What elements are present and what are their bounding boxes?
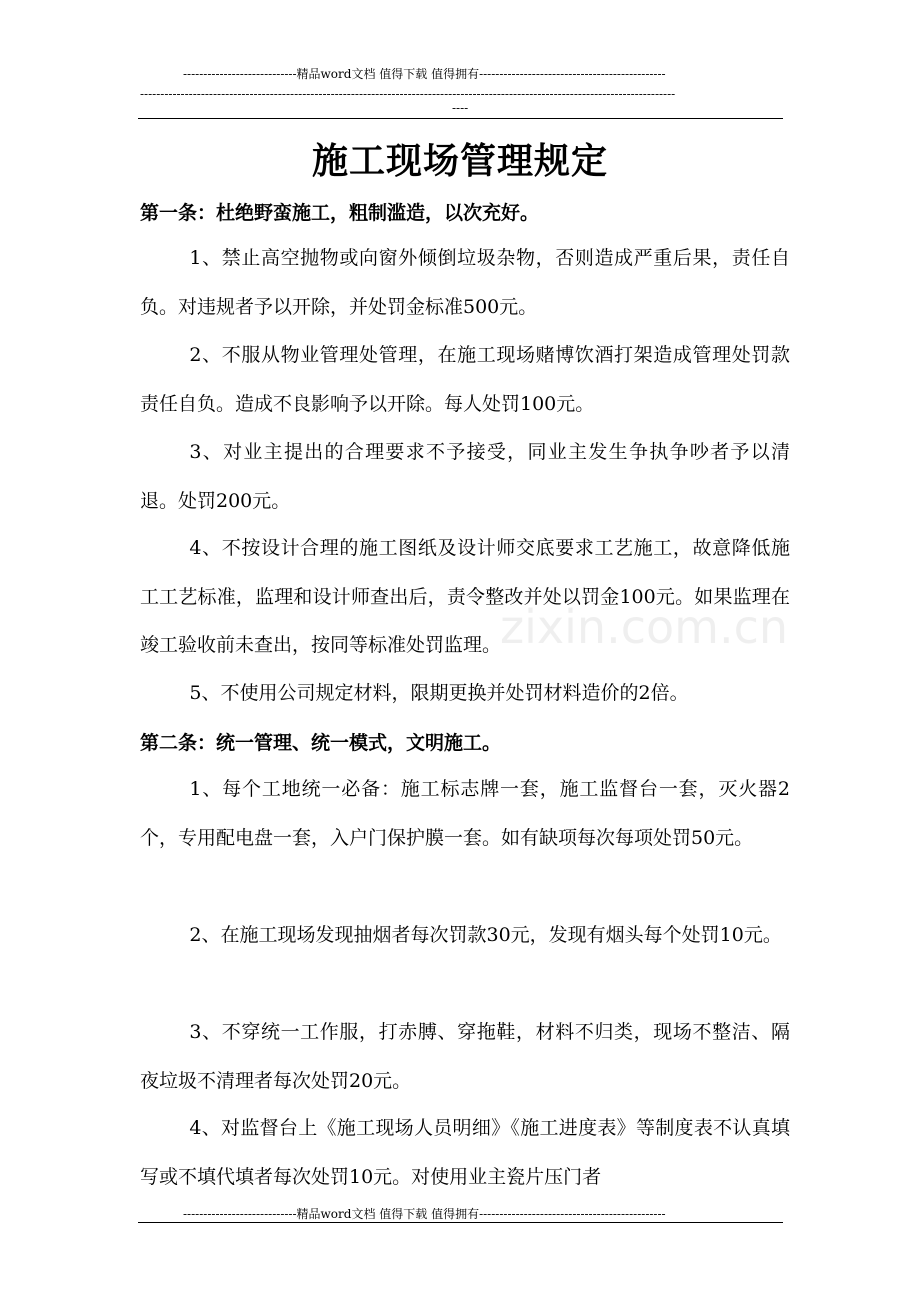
article-2-item-2: 2、在施工现场发现抽烟者每次罚款30元，发现有烟头每个处罚10元。 — [189, 924, 782, 946]
article-1-item-3: 3、对业主提出的合理要求不予接受，同业主发生争执争吵者予以清退。处罚200元。 — [140, 441, 790, 512]
article-1-item-1: 1、禁止高空抛物或向窗外倾倒垃圾杂物，否则造成严重后果，责任自负。对违规者予以开除，并处罚金标准500元。 — [140, 247, 790, 318]
header-rule — [138, 118, 783, 119]
article-1-item-2: 2、不服从物业管理处管理，在施工现场赌博饮酒打架造成管理处罚款责任自负。造成不良影响予以开除。每人处罚100元。 — [140, 344, 790, 415]
document-title: 施工现场管理规定 — [311, 140, 608, 182]
article-1-item-5: 5、不使用公司规定材料，限期更换并处罚材料造价的2倍。 — [189, 682, 689, 704]
watermark: zixin.com.cn — [500, 600, 789, 654]
article-2-item-3: 3、不穿统一工作服，打赤膊、穿拖鞋，材料不归类，现场不整洁、隔夜垃圾不清理者每次处罚20元。 — [140, 1021, 790, 1092]
article-1-heading: 第一条：杜绝野蛮施工，粗制滥造，以次充好。 — [140, 202, 540, 224]
article-1-item-4: 4、不按设计合理的施工图纸及设计师交底要求工艺施工，故意降低施工工艺标准，监理和设计师查出后，责令整改并处以罚金100元。如果监理在竣工验收前未查出，按同等标准处罚监理。 — [140, 537, 790, 656]
footer-rule — [138, 1222, 783, 1223]
article-2-heading: 第二条：统一管理、统一模式，文明施工。 — [140, 732, 502, 754]
article-2-item-4: 4、对监督台上《施工现场人员明细》《施工进度表》等制度表不认真填写或不填代填者每次处罚10元。对使用业主瓷片压门者 — [140, 1117, 790, 1188]
header-dash-line: ------------------------------------------------------------------------------------------------------------------------------------ — [140, 87, 676, 101]
header-dash-short: ---- — [452, 101, 469, 115]
article-2-item-1: 1、每个工地统一必备：施工标志牌一套，施工监督台一套，灭火器2个，专用配电盘一套，入户门保护膜一套。如有缺项每次每项处罚50元。 — [140, 778, 790, 849]
header-banner: ----------------------------精品word文档 值得下载 值得拥有---------------------------------------------- — [183, 67, 666, 81]
footer-banner: ----------------------------精品word文档 值得下载 值得拥有---------------------------------------------- — [183, 1207, 666, 1221]
